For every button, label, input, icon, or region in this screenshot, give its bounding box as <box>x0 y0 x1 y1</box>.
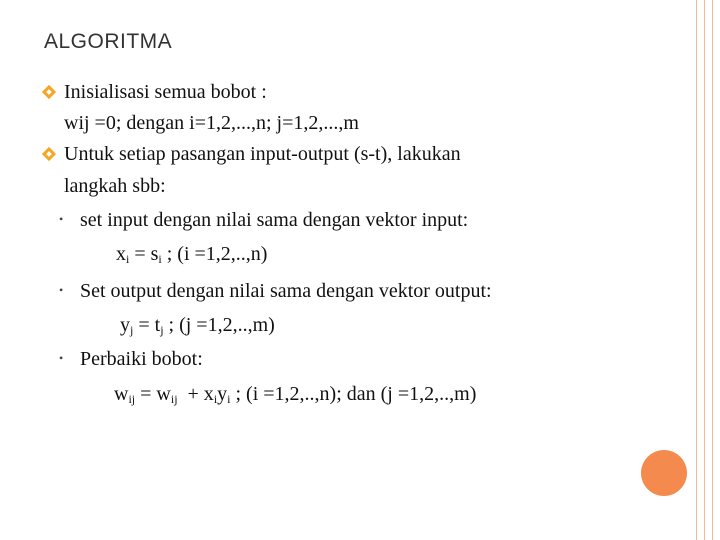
formula-1-sub-a: i <box>126 252 130 266</box>
formula-1-eq: = s <box>129 243 159 265</box>
diamond-bullet-icon <box>41 84 57 100</box>
formula-2-range: ; (j =1,2,..,m) <box>163 314 275 336</box>
diamond-bullet-icon <box>41 146 57 162</box>
formula-1-var: x <box>116 243 126 265</box>
sub-bullet-icon: • <box>59 283 64 297</box>
decor-line-2 <box>704 0 705 540</box>
slide-title: ALGORITMA <box>44 30 173 53</box>
formula-3-y: y <box>217 383 228 405</box>
formula-3-sub-b: ij <box>170 392 178 406</box>
formula-2-eq: = t <box>133 314 161 336</box>
formula-3-sub-a: ij <box>128 392 136 406</box>
formula-1-range: ; (i =1,2,..,n) <box>161 243 268 265</box>
formula-1-sub-b: i <box>158 252 162 266</box>
sub-bullet-2: Set output dengan nilai sama dengan vektor output: <box>80 280 492 302</box>
decor-line-1 <box>696 0 697 540</box>
formula-3-range: ; (i =1,2,..,n); dan (j =1,2,..,m) <box>230 383 477 405</box>
formula-2-sub-b: j <box>160 323 164 337</box>
formula-3-var: w <box>114 383 129 405</box>
decor-dot <box>641 450 687 496</box>
bullet-1-line-2: wij =0; dengan i=1,2,...,n; j=1,2,...,m <box>64 112 359 134</box>
bullet-1-line-1: Inisialisasi semua bobot : <box>64 81 267 103</box>
formula-1 <box>116 242 267 266</box>
bullet-2-line-2: langkah sbb: <box>64 175 166 197</box>
formula-2-sub-a: j <box>130 323 134 337</box>
sub-bullet-3: Perbaiki bobot: <box>80 348 203 370</box>
bullet-2-line-1: Untuk setiap pasangan input-output (s-t), lakukan <box>64 143 461 165</box>
sub-bullet-1: set input dengan nilai sama dengan vektor input: <box>80 209 469 231</box>
formula-2 <box>120 313 275 337</box>
formula-3-sub-x: i <box>213 392 218 406</box>
formula-3 <box>114 382 476 406</box>
formula-2-var: y <box>120 314 130 336</box>
formula-3-plus: + x <box>177 383 214 405</box>
sub-bullet-icon: • <box>59 212 64 226</box>
decor-line-3 <box>712 0 713 540</box>
formula-3-sub-y: i <box>227 392 231 406</box>
formula-3-eq: = w <box>135 383 171 405</box>
sub-bullet-icon: • <box>59 351 64 365</box>
